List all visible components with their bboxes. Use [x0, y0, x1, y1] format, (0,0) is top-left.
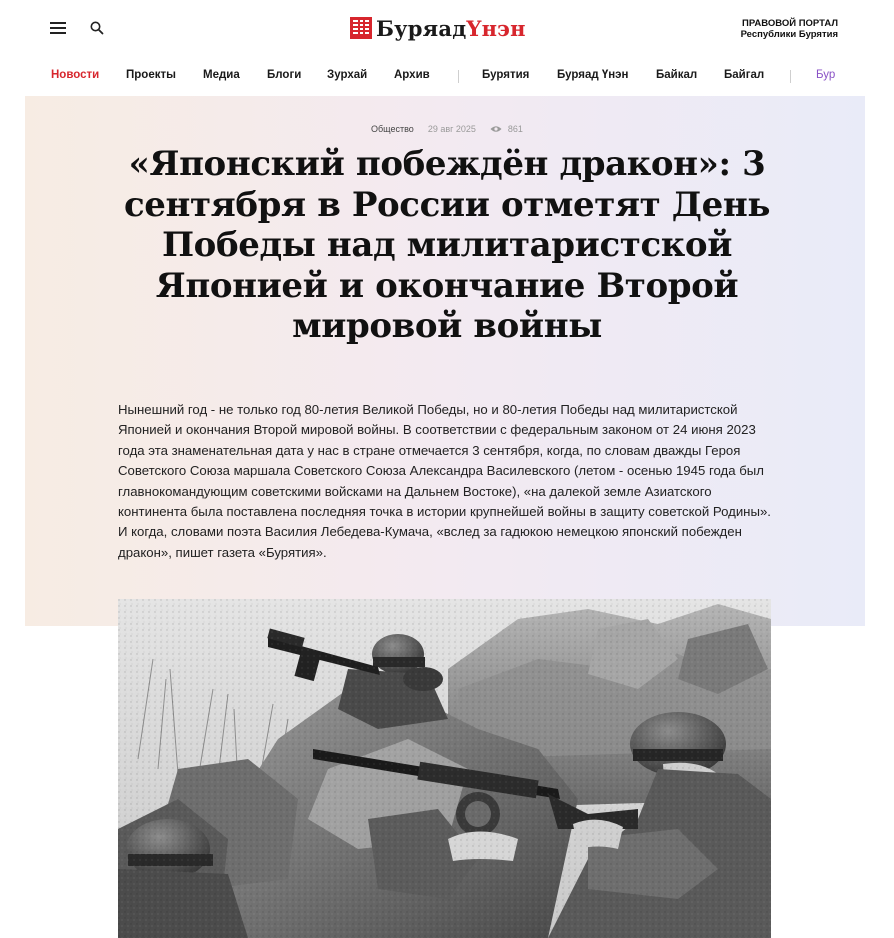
logo-wordmark: БуряадҮнэн	[376, 15, 526, 41]
nav-item-media[interactable]: Медиа	[203, 69, 240, 81]
article-title: «Японский побеждён дракон»: 3 сентября в России отметят День Победы над милитаристской Японией и окончание Второй мировой войны	[123, 144, 771, 346]
nav-separator	[458, 70, 459, 83]
nav-item-zurkhai[interactable]: Зурхай	[327, 69, 368, 81]
nav-item-buryatia[interactable]: Бурятия	[482, 69, 530, 81]
nav-separator	[790, 70, 791, 83]
site-header	[0, 0, 894, 56]
nav-item-projects[interactable]: Проекты	[126, 69, 176, 81]
portal-line1: ПРАВОВОЙ ПОРТАЛ	[742, 18, 838, 29]
hamburger-menu-icon[interactable]	[50, 22, 66, 34]
eye-icon	[490, 125, 502, 133]
article-lead: Нынешний год - не только год 80-летия Великой Победы, но и 80-летия Победы над милитаристской Японией и окончания Второй мировой войны. В соответствии с федеральным законом от 24 июня 2023 года эта знаменательная дата у нас в стране отмечается 3 сентября, когда, по словам дважды Героя Советского Союза маршала Советского Союза Александра Василевского (летом - осенью 1945 года был главнокомандующим советскими войсками на Дальнем Востоке), «на далекой земле Азиатского континента была поставлена последняя точка в истории крупнейшей войны в защиту советской Родины». И когда, словами поэта Василия Лебедева-Кумача, «вслед за гадюкою немецкою японский побежден дракон», пишет газета «Бурятия».	[118, 402, 771, 560]
nav-item-archive[interactable]: Архив	[394, 69, 430, 81]
search-icon[interactable]	[88, 19, 106, 37]
article-meta	[0, 124, 894, 134]
nav-item-baikal[interactable]: Байкал	[656, 69, 698, 81]
article-views: 861	[507, 124, 523, 134]
logo-ornament-icon	[350, 17, 372, 39]
nav-item-news[interactable]: Новости	[51, 69, 100, 81]
soldiers-photo-illustration	[118, 599, 771, 938]
main-nav	[0, 62, 894, 90]
nav-item-bur[interactable]: Бур	[816, 69, 836, 81]
article-photo[interactable]	[118, 599, 771, 938]
nav-item-buryaad-unen[interactable]: Буряад Үнэн	[557, 69, 629, 81]
article-category[interactable]: Общество	[371, 124, 414, 134]
nav-item-baigal[interactable]: Байгал	[724, 69, 765, 81]
article-date: 29 авг 2025	[427, 124, 476, 134]
site-logo[interactable]	[350, 14, 526, 42]
legal-portal-link[interactable]	[741, 18, 838, 40]
portal-line2: Республики Бурятия	[740, 29, 838, 40]
nav-item-blogs[interactable]: Блоги	[267, 69, 302, 81]
